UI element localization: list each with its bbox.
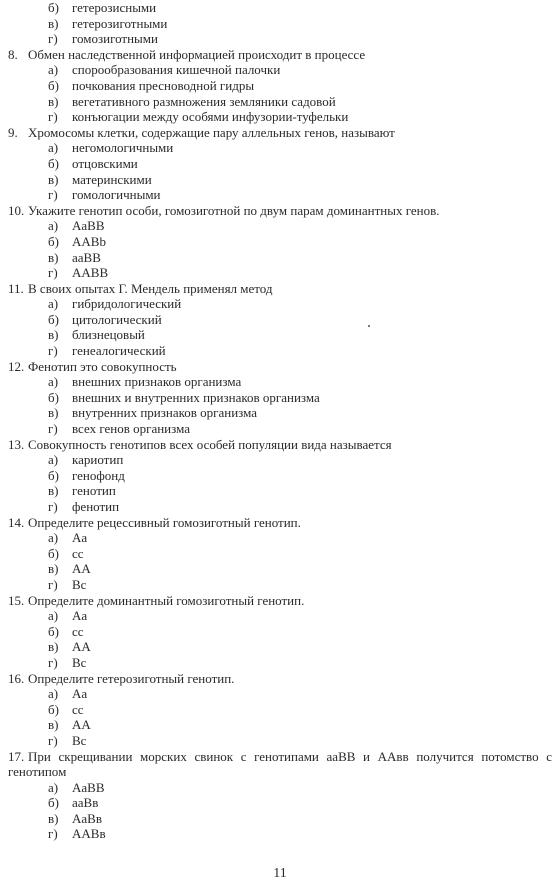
- option-text: AA: [72, 561, 91, 577]
- option-letter: б): [48, 795, 59, 811]
- option-text: AA: [72, 717, 91, 733]
- option-text: конъюгации между особями инфузории-туфельки: [72, 109, 349, 125]
- question-9: [8, 125, 556, 203]
- option-text: генотип: [72, 483, 116, 499]
- option-b: [8, 390, 556, 406]
- option-text: aaBB: [72, 249, 101, 265]
- option-a: [8, 452, 556, 468]
- option-letter: в): [48, 483, 59, 499]
- question-text: Фенотип это совокупность: [28, 358, 177, 374]
- option-letter: а): [48, 779, 59, 795]
- option-v: [8, 405, 556, 421]
- question-stem: [8, 671, 556, 687]
- option-text: генеалогический: [72, 343, 166, 359]
- option-letter: б): [48, 233, 59, 249]
- option-text: гомологичными: [72, 187, 161, 203]
- option-text: cc: [72, 701, 84, 717]
- option-v: [8, 250, 556, 266]
- question-15: [8, 593, 556, 671]
- option-letter: в): [48, 15, 59, 31]
- option-letter: в): [48, 249, 59, 265]
- option-v: [8, 94, 556, 110]
- option-b: [8, 312, 556, 328]
- question-number: 15.: [8, 592, 25, 608]
- option-letter: а): [48, 686, 59, 702]
- question-8: [8, 47, 556, 125]
- option-letter: а): [48, 374, 59, 390]
- option-b: [8, 234, 556, 250]
- option-g: [8, 421, 556, 437]
- option-letter: в): [48, 639, 59, 655]
- option-a: [8, 374, 556, 390]
- question-stem: [8, 281, 556, 297]
- option-text: почкования пресноводной гидры: [72, 77, 255, 93]
- option-v: [8, 327, 556, 343]
- option-letter: в): [48, 561, 59, 577]
- option-b: [8, 624, 556, 640]
- option-text: Aa: [72, 686, 88, 702]
- option-v: [8, 561, 556, 577]
- option-v: [8, 639, 556, 655]
- option-b: [8, 156, 556, 172]
- option-text: Aa: [72, 530, 88, 546]
- option-g: [8, 826, 552, 842]
- question-stem: [8, 359, 556, 375]
- option-text: Aa: [72, 608, 88, 624]
- question-number: 11.: [8, 280, 24, 296]
- option-text: негомологичными: [72, 140, 174, 156]
- option-text: кариотип: [72, 452, 124, 468]
- option-letter: г): [48, 109, 58, 125]
- option-b: [8, 78, 556, 94]
- option-letter: б): [48, 0, 59, 15]
- option-7v: [8, 16, 556, 32]
- question-14: [8, 515, 556, 593]
- question-text: При скрещивании морских свинок с генотипами ааВВ и ААвв получится потомство с: [28, 748, 552, 764]
- option-letter: а): [48, 608, 59, 624]
- option-text: AABв: [72, 826, 106, 842]
- question-number: 8.: [8, 46, 18, 62]
- option-letter: г): [48, 31, 58, 47]
- option-a: [8, 608, 556, 624]
- question-text: Укажите генотип особи, гомозиготной по двум парам доминантных генов.: [28, 202, 440, 218]
- option-letter: б): [48, 467, 59, 483]
- option-text: AaBв: [72, 810, 102, 826]
- question-number: 14.: [8, 514, 25, 530]
- option-g: [8, 499, 556, 515]
- option-text: внутренних признаков организма: [72, 405, 258, 421]
- option-letter: в): [48, 810, 59, 826]
- question-text: В своих опытах Г. Мендель применял метод: [28, 280, 273, 296]
- option-a: [8, 780, 552, 796]
- option-text: гомозиготными: [72, 31, 158, 47]
- option-letter: в): [48, 93, 59, 109]
- option-letter: в): [48, 405, 59, 421]
- option-letter: г): [48, 576, 58, 592]
- option-g: [8, 577, 556, 593]
- option-text: вегетативного размножения земляники садовой: [72, 93, 336, 109]
- option-text: AA: [72, 639, 91, 655]
- option-text: гибридологический: [72, 296, 182, 312]
- option-v: [8, 172, 556, 188]
- question-number: 13.: [8, 436, 25, 452]
- option-letter: г): [48, 654, 58, 670]
- question-text: Определите доминантный гомозиготный генотип.: [28, 592, 305, 608]
- option-letter: г): [48, 265, 58, 281]
- option-a: [8, 686, 556, 702]
- question-stem: [8, 437, 556, 453]
- option-b: [8, 795, 552, 811]
- question-number: 17.: [8, 748, 25, 764]
- question-text-continuation: генотипом: [8, 764, 67, 780]
- question-text: Определите гетерозиготный генотип.: [28, 670, 235, 686]
- option-text: фенотип: [72, 499, 120, 514]
- question-text: Хромосомы клетки, содержащие пару аллельных генов, называют: [28, 124, 395, 140]
- question-list: [8, 0, 556, 842]
- option-text: AaBB: [72, 779, 105, 795]
- option-letter: а): [48, 218, 59, 234]
- option-g: [8, 655, 556, 671]
- option-letter: в): [48, 327, 59, 343]
- option-letter: б): [48, 389, 59, 405]
- option-v: [8, 483, 556, 499]
- option-letter: б): [48, 545, 59, 561]
- option-text: cc: [72, 623, 84, 639]
- option-letter: б): [48, 623, 59, 639]
- question-17: [8, 749, 556, 843]
- option-7b: [8, 0, 556, 16]
- option-text: внешних признаков организма: [72, 374, 242, 390]
- option-a: [8, 296, 556, 312]
- option-text: Bc: [72, 654, 87, 670]
- question-stem: [8, 515, 556, 531]
- option-text: гетерозиготными: [72, 15, 168, 31]
- option-letter: б): [48, 77, 59, 93]
- option-letter: г): [48, 187, 58, 203]
- option-letter: г): [48, 421, 58, 437]
- option-text: материнскими: [72, 171, 152, 187]
- question-number: 9.: [8, 124, 18, 140]
- question-16: [8, 671, 556, 749]
- option-text: спорообразования кишечной палочки: [72, 62, 281, 78]
- option-a: [8, 530, 556, 546]
- question-7-continuation: [8, 0, 556, 47]
- option-letter: в): [48, 171, 59, 187]
- option-letter: б): [48, 311, 59, 327]
- question-text: Определите рецессивный гомозиготный генотип.: [28, 514, 301, 530]
- question-12: [8, 359, 556, 437]
- option-text: AABb: [72, 233, 106, 249]
- option-text: цитологический: [72, 311, 162, 327]
- option-text: всех генов организма: [72, 421, 190, 437]
- option-text: близнецовый: [72, 327, 145, 343]
- option-text: отцовскими: [72, 155, 138, 171]
- option-a: [8, 218, 556, 234]
- option-letter: г): [48, 499, 58, 514]
- option-letter: а): [48, 296, 59, 312]
- question-number: 10.: [8, 202, 25, 218]
- option-a: [8, 140, 556, 156]
- option-g: [8, 109, 556, 125]
- question-stem: [8, 47, 556, 63]
- question-number: 16.: [8, 670, 25, 686]
- option-v: [8, 811, 552, 827]
- question-text: Совокупность генотипов всех особей популяции вида называется: [28, 436, 392, 452]
- option-v: [8, 717, 556, 733]
- question-stem: [8, 203, 556, 219]
- option-text: cc: [72, 545, 84, 561]
- option-b: [8, 702, 556, 718]
- option-letter: а): [48, 452, 59, 468]
- question-stem: [8, 125, 556, 141]
- option-letter: г): [48, 826, 58, 842]
- question-number: 12.: [8, 358, 25, 374]
- option-letter: г): [48, 343, 58, 359]
- question-10: [8, 203, 556, 281]
- option-text: внешних и внутренних признаков организма: [72, 389, 320, 405]
- option-letter: б): [48, 155, 59, 171]
- option-letter: а): [48, 530, 59, 546]
- option-text: гетерозисными: [72, 0, 157, 15]
- option-letter: а): [48, 62, 59, 78]
- question-stem: [8, 593, 556, 609]
- page-number: 11: [273, 866, 287, 881]
- option-text: генофонд: [72, 467, 125, 483]
- option-7g: [8, 31, 556, 47]
- option-letter: а): [48, 140, 59, 156]
- question-stem: [8, 749, 552, 765]
- option-text: AABB: [72, 265, 109, 281]
- option-text: Bc: [72, 732, 87, 748]
- question-11: [8, 281, 556, 359]
- option-text: AaBB: [72, 218, 105, 234]
- question-13: [8, 437, 556, 515]
- option-g: [8, 733, 556, 749]
- scan-speck: [368, 325, 370, 327]
- option-g: [8, 343, 556, 359]
- option-letter: в): [48, 717, 59, 733]
- option-letter: б): [48, 701, 59, 717]
- option-b: [8, 546, 556, 562]
- option-text: aaBв: [72, 795, 99, 811]
- option-g: [8, 265, 556, 281]
- question-text: Обмен наследственной информацией происходит в процессе: [28, 46, 366, 62]
- option-letter: г): [48, 732, 58, 748]
- option-b: [8, 468, 556, 484]
- option-g: [8, 187, 556, 203]
- option-text: Bc: [72, 576, 87, 592]
- option-a: [8, 62, 556, 78]
